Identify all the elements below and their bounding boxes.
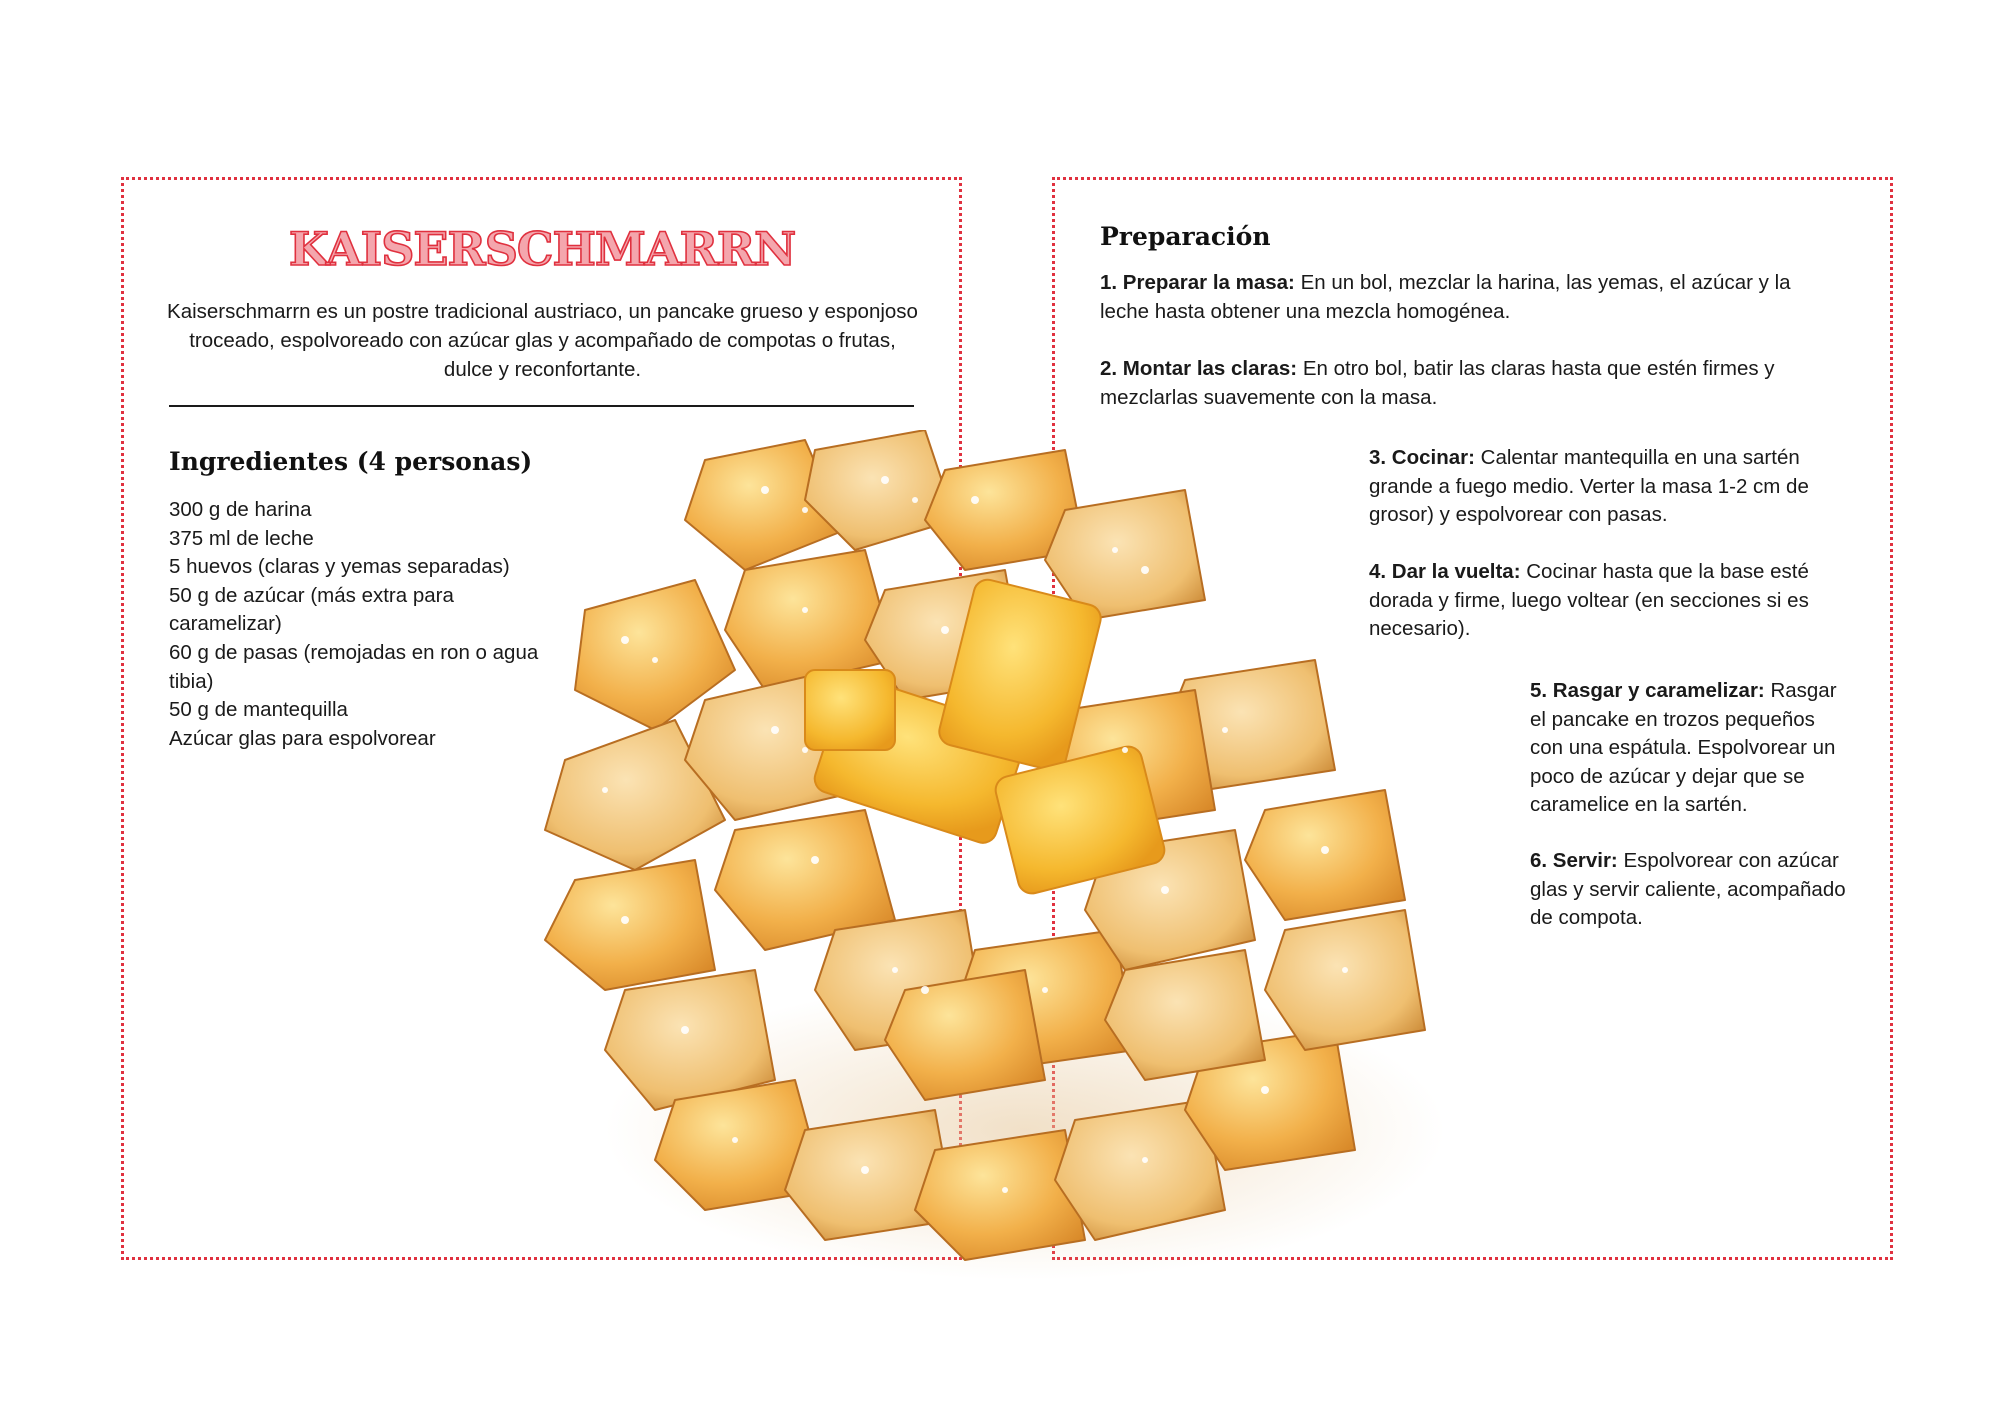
- step-text: En otro bol, batir las claras hasta que estén firmes y mezclarlas suavemente con la masa.: [1100, 357, 1775, 409]
- step-text: Cocinar hasta que la base esté dorada y firme, luego voltear (en secciones si es necesario).: [1369, 560, 1809, 641]
- step-title: 5. Rasgar y caramelizar:: [1530, 679, 1765, 702]
- ingredient-item: Azúcar glas para espolvorear: [169, 726, 436, 750]
- step-text: En un bol, mezclar la harina, las yemas, el azúcar y la leche hasta obtener una mezcla homogénea.: [1100, 271, 1791, 323]
- step-title: 2. Montar las claras:: [1100, 357, 1298, 380]
- recipe-intro: Kaiserschmarrn es un postre tradicional austriaco, un pancake grueso y esponjoso troceado, espolvoreado con azúcar glas y acompañado de compotas o frutas, dulce y reconfortante.: [167, 300, 918, 381]
- prep-step-6: [1530, 847, 1850, 933]
- recipe-title: KAISERSCHMARRN: [122, 222, 962, 276]
- ingredient-item: 300 g de harina: [169, 498, 312, 521]
- prep-step-1: [1100, 269, 1840, 326]
- ingredient-item: 5 huevos (claras y yemas separadas): [169, 555, 510, 579]
- prep-step-4: [1369, 558, 1854, 644]
- kaiserschmarrn-illustration: [505, 430, 1495, 1290]
- step-title: 6. Servir:: [1530, 849, 1618, 872]
- ingredients-list: [169, 496, 549, 753]
- prep-step-2: [1100, 355, 1840, 412]
- step-text: Calentar mantequilla en una sartén grande a fuego medio. Verter la masa 1-2 cm de grosor) y espolvorear con pasas.: [1369, 446, 1809, 527]
- step-title: 4. Dar la vuelta:: [1369, 560, 1521, 583]
- divider: [169, 405, 914, 407]
- ingredients-heading: Ingredientes (4 personas): [169, 447, 533, 476]
- step-text: Rasgar el pancake en trozos pequeños con una espátula. Espolvorear un poco de azúcar y dejar que se caramelice en la sartén.: [1530, 679, 1837, 817]
- ingredient-item: 50 g de azúcar (más extra para caramelizar): [169, 583, 454, 636]
- ingredient-item: 60 g de pasas (remojadas en ron o agua tibia): [169, 640, 539, 693]
- step-text: Espolvorear con azúcar glas y servir caliente, acompañado de compota.: [1530, 849, 1846, 930]
- prep-step-5: [1530, 677, 1850, 820]
- prep-step-3: [1369, 444, 1854, 530]
- ingredient-item: 375 ml de leche: [169, 526, 314, 550]
- preparation-heading: Preparación: [1100, 222, 1271, 251]
- step-title: 3. Cocinar:: [1369, 446, 1475, 469]
- ingredient-item: 50 g de mantequilla: [169, 698, 348, 722]
- step-title: 1. Preparar la masa:: [1100, 271, 1295, 294]
